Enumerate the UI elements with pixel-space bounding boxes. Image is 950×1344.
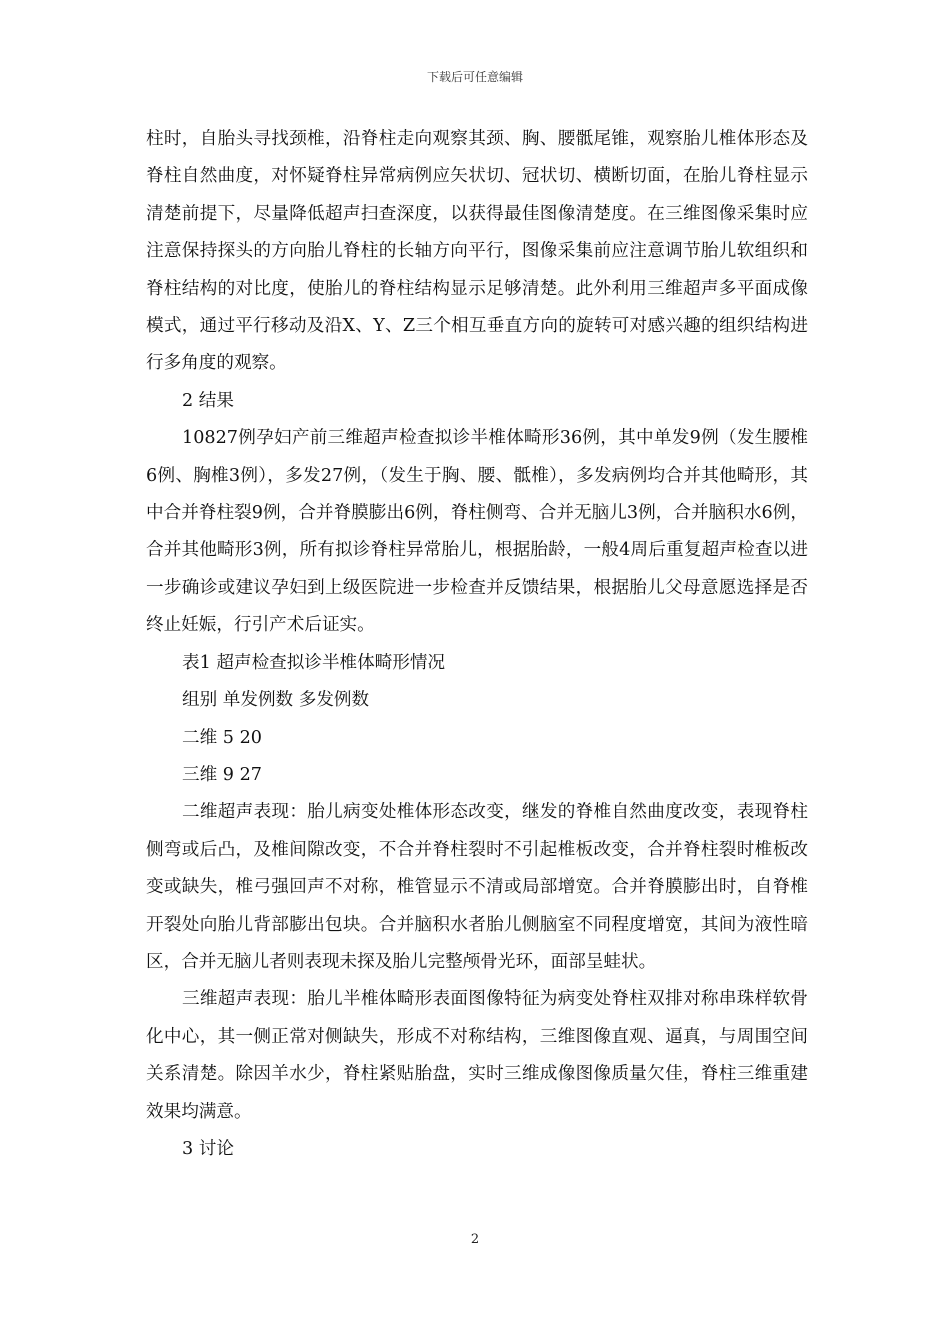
page-header: 下载后可任意编辑 xyxy=(426,70,523,84)
document-body xyxy=(146,121,808,1168)
table-caption: 表1 超声检查拟诊半椎体畸形情况 xyxy=(182,652,446,673)
table-header-row: 组别 单发例数 多发例数 xyxy=(182,690,370,711)
table-row-2d: 二维 5 20 xyxy=(182,727,262,748)
paragraph-2d-findings: 二维超声表现：胎儿病变处椎体形态改变，继发的脊椎自然曲度改变，表现脊柱侧弯或后凸，及椎间隙改变，不合并脊柱裂时不引起椎板改变，合并脊柱裂时椎板改变或缺失，椎弓强回声不对称，椎管显示不清或局部增宽。合并脊膜膨出时，自脊椎开裂处向胎儿背部膨出包块。合并脑积水者胎儿侧脑室不同程度增宽，其间为液性暗区，合并无脑儿者则表现未探及胎儿完整颅骨光环，面部呈蛙状。 xyxy=(146,802,808,972)
section-heading-results: 2 结果 xyxy=(182,390,234,411)
page-number: 2 xyxy=(470,1232,480,1247)
paragraph-results: 10827例孕妇产前三维超声检查拟诊半椎体畸形36例，其中单发9例（发生腰椎6例、胸椎3例），多发27例，（发生于胸、腰、骶椎），多发病例均合并其他畸形，其中合并脊柱裂9例，合并脊膜膨出6例，脊柱侧弯、合并无脑儿3例，合并脑积水6例，合并其他畸形3例，所有拟诊脊柱异常胎儿，根据胎龄，一般4周后重复超声检查以进一步确诊或建议孕妇到上级医院进一步检查并反馈结果，根据胎儿父母意愿选择是否终止妊娠，行引产术后证实。 xyxy=(146,428,808,636)
paragraph-3d-findings: 三维超声表现：胎儿半椎体畸形表面图像特征为病变处脊柱双排对称串珠样软骨化中心，其一侧正常对侧缺失，形成不对称结构，三维图像直观、逼真，与周围空间关系清楚。除因羊水少，脊柱紧贴胎盘，实时三维成像图像质量欠佳，脊柱三维重建效果均满意。 xyxy=(146,989,808,1122)
section-heading-discussion: 3 讨论 xyxy=(182,1138,234,1159)
paragraph-methods-continued: 柱时，自胎头寻找颈椎，沿脊柱走向观察其颈、胸、腰骶尾锥，观察胎儿椎体形态及脊柱自然曲度，对怀疑脊柱异常病例应矢状切、冠状切、横断切面，在胎儿脊柱显示清楚前提下，尽量降低超声扫查深度，以获得最佳图像清楚度。在三维图像采集时应注意保持探头的方向胎儿脊柱的长轴方向平行，图像采集前应注意调节胎儿软组织和脊柱结构的对比度，使胎儿的脊柱结构显示足够清楚。此外利用三维超声多平面成像模式，通过平行移动及沿X、Y、Z三个相互垂直方向的旋转可对感兴趣的组织结构进行多角度的观察。 xyxy=(146,129,808,374)
table-row-3d: 三维 9 27 xyxy=(182,764,262,785)
